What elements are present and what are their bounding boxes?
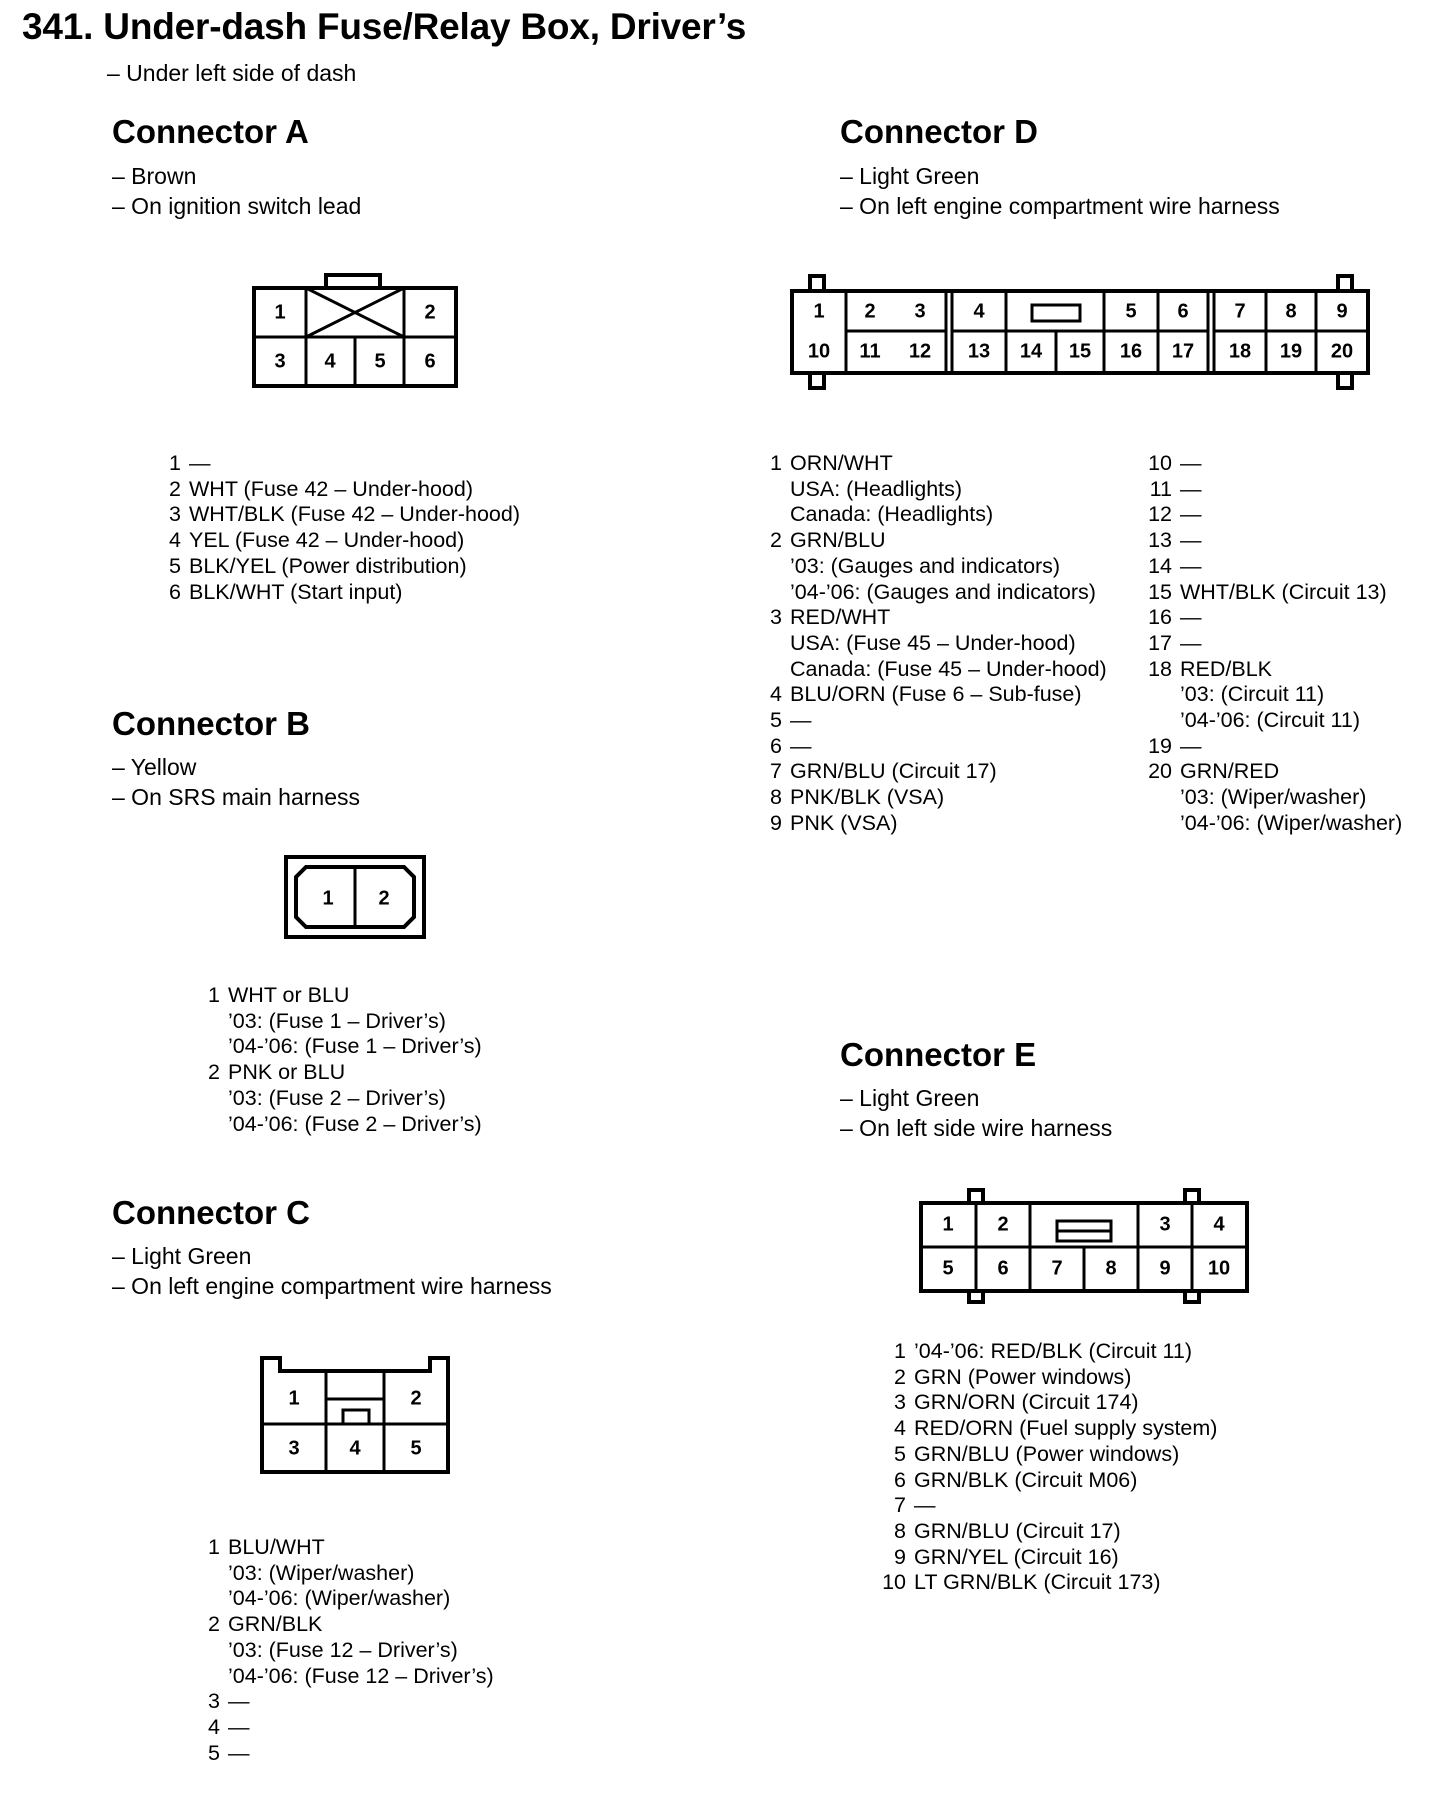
pin-entry: [202, 1741, 494, 1767]
pin-entry: [764, 528, 1107, 605]
connector-d-pin-list-right: [1146, 451, 1402, 837]
connector-b-cell: 1: [322, 887, 334, 910]
pin-variant: ’03: (Fuse 2 – Driver’s): [228, 1085, 446, 1110]
pin-description: LT GRN/BLK (Circuit 173): [914, 1570, 1161, 1595]
pin-entry: [880, 1570, 1217, 1596]
pin-number: 5: [208, 1740, 220, 1765]
pin-entry: [880, 1442, 1217, 1468]
pin-entry: [1146, 580, 1402, 606]
connector-d-cell: 2: [864, 300, 876, 323]
connector-d-location: – On left engine compartment wire harness: [840, 193, 1280, 219]
connector-b-heading: Connector B: [112, 705, 310, 742]
connector-e-cell: 8: [1105, 1257, 1117, 1280]
connector-e-cell: 6: [997, 1257, 1009, 1280]
pin-description: WHT/BLK (Circuit 13): [1180, 579, 1387, 604]
pin-variant: ’03: (Fuse 1 – Driver’s): [228, 1008, 446, 1033]
connector-a-cell: 5: [374, 350, 386, 373]
connector-c-pin-list: [202, 1535, 494, 1766]
connector-a-location: – On ignition switch lead: [112, 193, 362, 219]
pin-number: 12: [1148, 502, 1172, 527]
pin-number: 2: [770, 528, 782, 553]
connector-d-cell: 11: [859, 340, 881, 363]
pin-description: —: [1180, 630, 1202, 655]
pin-number: 10: [1148, 451, 1172, 475]
connector-a-pin-list: [163, 451, 520, 605]
connector-a-cell: 1: [274, 301, 286, 324]
pin-entry: [163, 477, 520, 503]
pin-number: 2: [894, 1364, 906, 1389]
pin-entry: [764, 734, 1107, 760]
pin-number: 1: [169, 451, 181, 475]
connector-d-cell: 18: [1228, 340, 1252, 363]
pin-number: 3: [169, 502, 181, 527]
pin-entry: [1146, 759, 1402, 836]
pin-number: 2: [208, 1612, 220, 1637]
pin-number: 6: [169, 579, 181, 604]
pin-description: WHT (Fuse 42 – Under-hood): [189, 476, 473, 501]
pin-description: GRN/ORN (Circuit 174): [914, 1390, 1139, 1415]
pin-entry: [1146, 502, 1402, 528]
connector-b-cell: 2: [378, 887, 390, 910]
connector-e-diagram: [917, 1187, 1251, 1307]
pin-entry: [880, 1468, 1217, 1494]
connector-d-cell: 17: [1171, 340, 1195, 363]
pin-entry: [880, 1493, 1217, 1519]
connector-d-cell: 10: [807, 340, 831, 363]
pin-number: 8: [770, 785, 782, 810]
pin-entry: [1146, 554, 1402, 580]
pin-number: 3: [208, 1689, 220, 1714]
pin-number: 9: [770, 810, 782, 835]
pin-description: WHT or BLU: [228, 983, 350, 1007]
pin-description: GRN (Power windows): [914, 1364, 1132, 1389]
pin-variant: USA: (Fuse 45 – Under-hood): [790, 630, 1076, 655]
pin-description: —: [1180, 528, 1202, 553]
pin-variant: ’03: (Gauges and indicators): [790, 553, 1061, 578]
pin-number: 7: [894, 1493, 906, 1518]
connector-e-color: – Light Green: [840, 1085, 980, 1111]
pin-entry: [202, 1535, 494, 1612]
connector-d-pin-list-left: [764, 451, 1107, 837]
connector-c-cell: 3: [288, 1437, 300, 1460]
connector-a-info: [112, 161, 361, 221]
pin-variant: ’04-’06: (Gauges and indicators): [790, 579, 1096, 604]
pin-entry: [764, 708, 1107, 734]
connector-e-cell: 1: [942, 1213, 954, 1236]
pin-description: —: [228, 1740, 250, 1765]
pin-number: 7: [770, 759, 782, 784]
connector-b-info: [112, 752, 360, 812]
connector-d-cell: 8: [1285, 300, 1297, 323]
connector-b-location: – On SRS main harness: [112, 784, 361, 810]
pin-entry: [163, 580, 520, 606]
pin-entry: [163, 502, 520, 528]
pin-entry: [880, 1365, 1217, 1391]
pin-description: —: [189, 451, 211, 475]
pin-entry: [1146, 605, 1402, 631]
pin-description: —: [1180, 553, 1202, 578]
pin-number: 5: [894, 1441, 906, 1466]
pin-variant: ’03: (Circuit 11): [1180, 682, 1325, 707]
pin-entry: [764, 811, 1107, 837]
pin-entry: [202, 1715, 494, 1741]
connector-d-cell: 1: [813, 300, 825, 323]
pin-description: BLK/WHT (Start input): [189, 579, 403, 604]
pin-description: —: [1180, 476, 1202, 501]
pin-entry: [880, 1519, 1217, 1545]
connector-e-cell: 10: [1207, 1257, 1231, 1280]
pin-entry: [764, 785, 1107, 811]
pin-variant: ’03: (Wiper/washer): [1180, 785, 1367, 810]
pin-number: 8: [894, 1518, 906, 1543]
pin-description: —: [914, 1493, 936, 1518]
pin-entry: [202, 1689, 494, 1715]
pin-number: 1: [208, 983, 220, 1007]
connector-b-pin-list: [202, 983, 482, 1137]
pin-variant: ’04-’06: (Wiper/washer): [228, 1586, 451, 1611]
pin-number: 17: [1148, 630, 1172, 655]
connector-d-cell: 20: [1330, 340, 1354, 363]
connector-a-heading: Connector A: [112, 113, 309, 150]
pin-entry: [880, 1416, 1217, 1442]
connector-d-cell: 7: [1234, 300, 1246, 323]
pin-number: 16: [1148, 605, 1172, 630]
pin-number: 20: [1148, 759, 1172, 784]
connector-d-cell: 3: [914, 300, 926, 323]
pin-number: 6: [894, 1467, 906, 1492]
connector-a-cell: 6: [424, 350, 436, 373]
pin-description: ’04-’06: RED/BLK (Circuit 11): [914, 1339, 1192, 1363]
pin-number: 5: [169, 553, 181, 578]
pin-variant: ’04-’06: (Wiper/washer): [1180, 810, 1403, 835]
pin-number: 19: [1148, 733, 1172, 758]
pin-entry: [764, 682, 1107, 708]
pin-description: GRN/BLU (Circuit 17): [790, 759, 997, 784]
connector-e-heading: Connector E: [840, 1036, 1037, 1073]
pin-variant: ’04-’06: (Circuit 11): [1180, 708, 1361, 733]
connector-d-cell: 4: [973, 300, 985, 323]
pin-number: 5: [770, 708, 782, 733]
pin-entry: [1146, 734, 1402, 760]
pin-number: 4: [770, 682, 782, 707]
connector-a-diagram: [250, 272, 460, 392]
pin-entry: [880, 1390, 1217, 1416]
pin-number: 2: [208, 1060, 220, 1085]
connector-e-cell: 9: [1159, 1257, 1171, 1280]
pin-description: GRN/BLK (Circuit M06): [914, 1467, 1138, 1492]
pin-description: PNK/BLK (VSA): [790, 785, 945, 810]
connector-c-cell: 2: [410, 1387, 422, 1410]
pin-variant: ’03: (Wiper/washer): [228, 1560, 415, 1585]
pin-entry: [163, 451, 520, 477]
pin-variant: Canada: (Fuse 45 – Under-hood): [790, 656, 1107, 681]
pin-description: PNK (VSA): [790, 810, 898, 835]
pin-description: GRN/YEL (Circuit 16): [914, 1544, 1119, 1569]
connector-a-cell: 3: [274, 350, 286, 373]
pin-description: —: [790, 733, 812, 758]
pin-variant: ’03: (Fuse 12 – Driver’s): [228, 1637, 458, 1662]
connector-a-color: – Brown: [112, 163, 197, 189]
pin-number: 2: [169, 476, 181, 501]
pin-entry: [764, 451, 1107, 528]
pin-description: GRN/RED: [1180, 759, 1280, 784]
pin-description: BLU/WHT: [228, 1535, 325, 1559]
pin-description: RED/WHT: [790, 605, 891, 630]
pin-number: 9: [894, 1544, 906, 1569]
connector-d-diagram: [786, 273, 1376, 391]
pin-entry: [764, 605, 1107, 682]
connector-d-cell: 6: [1177, 300, 1189, 323]
pin-number: 4: [169, 528, 181, 553]
pin-number: 3: [770, 605, 782, 630]
connector-e-cell: 7: [1051, 1257, 1063, 1280]
connector-d-cell: 9: [1336, 300, 1348, 323]
pin-description: GRN/BLU (Circuit 17): [914, 1518, 1121, 1543]
connector-b-diagram: [284, 855, 426, 939]
pin-entry: [880, 1545, 1217, 1571]
pin-description: —: [1180, 451, 1202, 475]
pin-description: GRN/BLK: [228, 1612, 323, 1637]
connector-b-color: – Yellow: [112, 754, 197, 780]
connector-e-info: [840, 1083, 1112, 1143]
connector-d-cell: 19: [1279, 340, 1303, 363]
connector-d-cell: 12: [908, 340, 932, 363]
pin-number: 18: [1148, 656, 1172, 681]
connector-d-cell: 16: [1119, 340, 1143, 363]
pin-entry: [163, 528, 520, 554]
pin-number: 3: [894, 1390, 906, 1415]
pin-entry: [1146, 528, 1402, 554]
connector-a-cell: 4: [324, 350, 336, 373]
pin-description: —: [228, 1714, 250, 1739]
pin-description: BLK/YEL (Power distribution): [189, 553, 467, 578]
pin-variant: ’04-’06: (Fuse 2 – Driver’s): [228, 1111, 482, 1136]
pin-entry: [202, 1060, 482, 1137]
pin-number: 13: [1148, 528, 1172, 553]
pin-entry: [202, 983, 482, 1060]
connector-d-cell: 14: [1019, 340, 1043, 363]
pin-variant: ’04-’06: (Fuse 1 – Driver’s): [228, 1034, 482, 1059]
pin-description: BLU/ORN (Fuse 6 – Sub-fuse): [790, 682, 1082, 707]
pin-number: 6: [770, 733, 782, 758]
pin-number: 4: [208, 1714, 220, 1739]
pin-number: 1: [208, 1535, 220, 1559]
pin-number: 4: [894, 1416, 906, 1441]
pin-description: ORN/WHT: [790, 451, 893, 475]
connector-c-cell: 4: [349, 1437, 361, 1460]
pin-number: 1: [894, 1339, 906, 1363]
pin-description: GRN/BLU: [790, 528, 886, 553]
connector-e-cell: 4: [1213, 1213, 1225, 1236]
connector-d-cell: 5: [1125, 300, 1137, 323]
page-subtitle: – Under left side of dash: [107, 60, 357, 86]
connector-c-cell: 5: [410, 1437, 422, 1460]
connector-d-cell: 15: [1068, 340, 1092, 363]
connector-c-diagram: [258, 1354, 452, 1476]
connector-e-pin-list: [880, 1339, 1217, 1596]
pin-description: PNK or BLU: [228, 1060, 346, 1085]
pin-description: —: [790, 708, 812, 733]
pin-description: RED/BLK: [1180, 656, 1273, 681]
connector-d-heading: Connector D: [840, 113, 1038, 150]
pin-description: —: [1180, 605, 1202, 630]
pin-description: RED/ORN (Fuel supply system): [914, 1416, 1218, 1441]
pin-entry: [880, 1339, 1217, 1365]
pin-entry: [163, 554, 520, 580]
pin-number: 15: [1148, 579, 1172, 604]
pin-description: —: [228, 1689, 250, 1714]
pin-description: —: [1180, 502, 1202, 527]
connector-d-cell: 13: [967, 340, 991, 363]
connector-e-cell: 2: [997, 1213, 1009, 1236]
pin-variant: Canada: (Headlights): [790, 502, 994, 527]
pin-variant: USA: (Headlights): [790, 476, 963, 501]
connector-d-color: – Light Green: [840, 163, 980, 189]
page-title: 341. Under-dash Fuse/Relay Box, Driver’s: [22, 6, 747, 47]
pin-entry: [1146, 657, 1402, 734]
connector-d-info: [840, 161, 1280, 221]
pin-number: 11: [1149, 476, 1172, 501]
pin-number: 14: [1148, 553, 1172, 578]
connector-e-cell: 3: [1159, 1213, 1171, 1236]
pin-number: 10: [882, 1570, 906, 1595]
connector-c-location: – On left engine compartment wire harness: [112, 1273, 552, 1299]
connector-c-color: – Light Green: [112, 1243, 252, 1269]
connector-e-location: – On left side wire harness: [840, 1115, 1113, 1141]
pin-entry: [764, 759, 1107, 785]
pin-entry: [1146, 631, 1402, 657]
pin-description: —: [1180, 733, 1202, 758]
pin-entry: [1146, 477, 1402, 503]
pin-number: 1: [770, 451, 782, 475]
connector-c-info: [112, 1241, 552, 1301]
connector-c-cell: 1: [288, 1387, 300, 1410]
connector-c-heading: Connector C: [112, 1194, 310, 1231]
pin-entry: [1146, 451, 1402, 477]
pin-variant: ’04-’06: (Fuse 12 – Driver’s): [228, 1663, 494, 1688]
connector-e-cell: 5: [942, 1257, 954, 1280]
pin-description: YEL (Fuse 42 – Under-hood): [189, 528, 465, 553]
pin-description: GRN/BLU (Power windows): [914, 1441, 1180, 1466]
pin-description: WHT/BLK (Fuse 42 – Under-hood): [189, 502, 520, 527]
pin-entry: [202, 1612, 494, 1689]
connector-a-cell: 2: [424, 301, 436, 324]
